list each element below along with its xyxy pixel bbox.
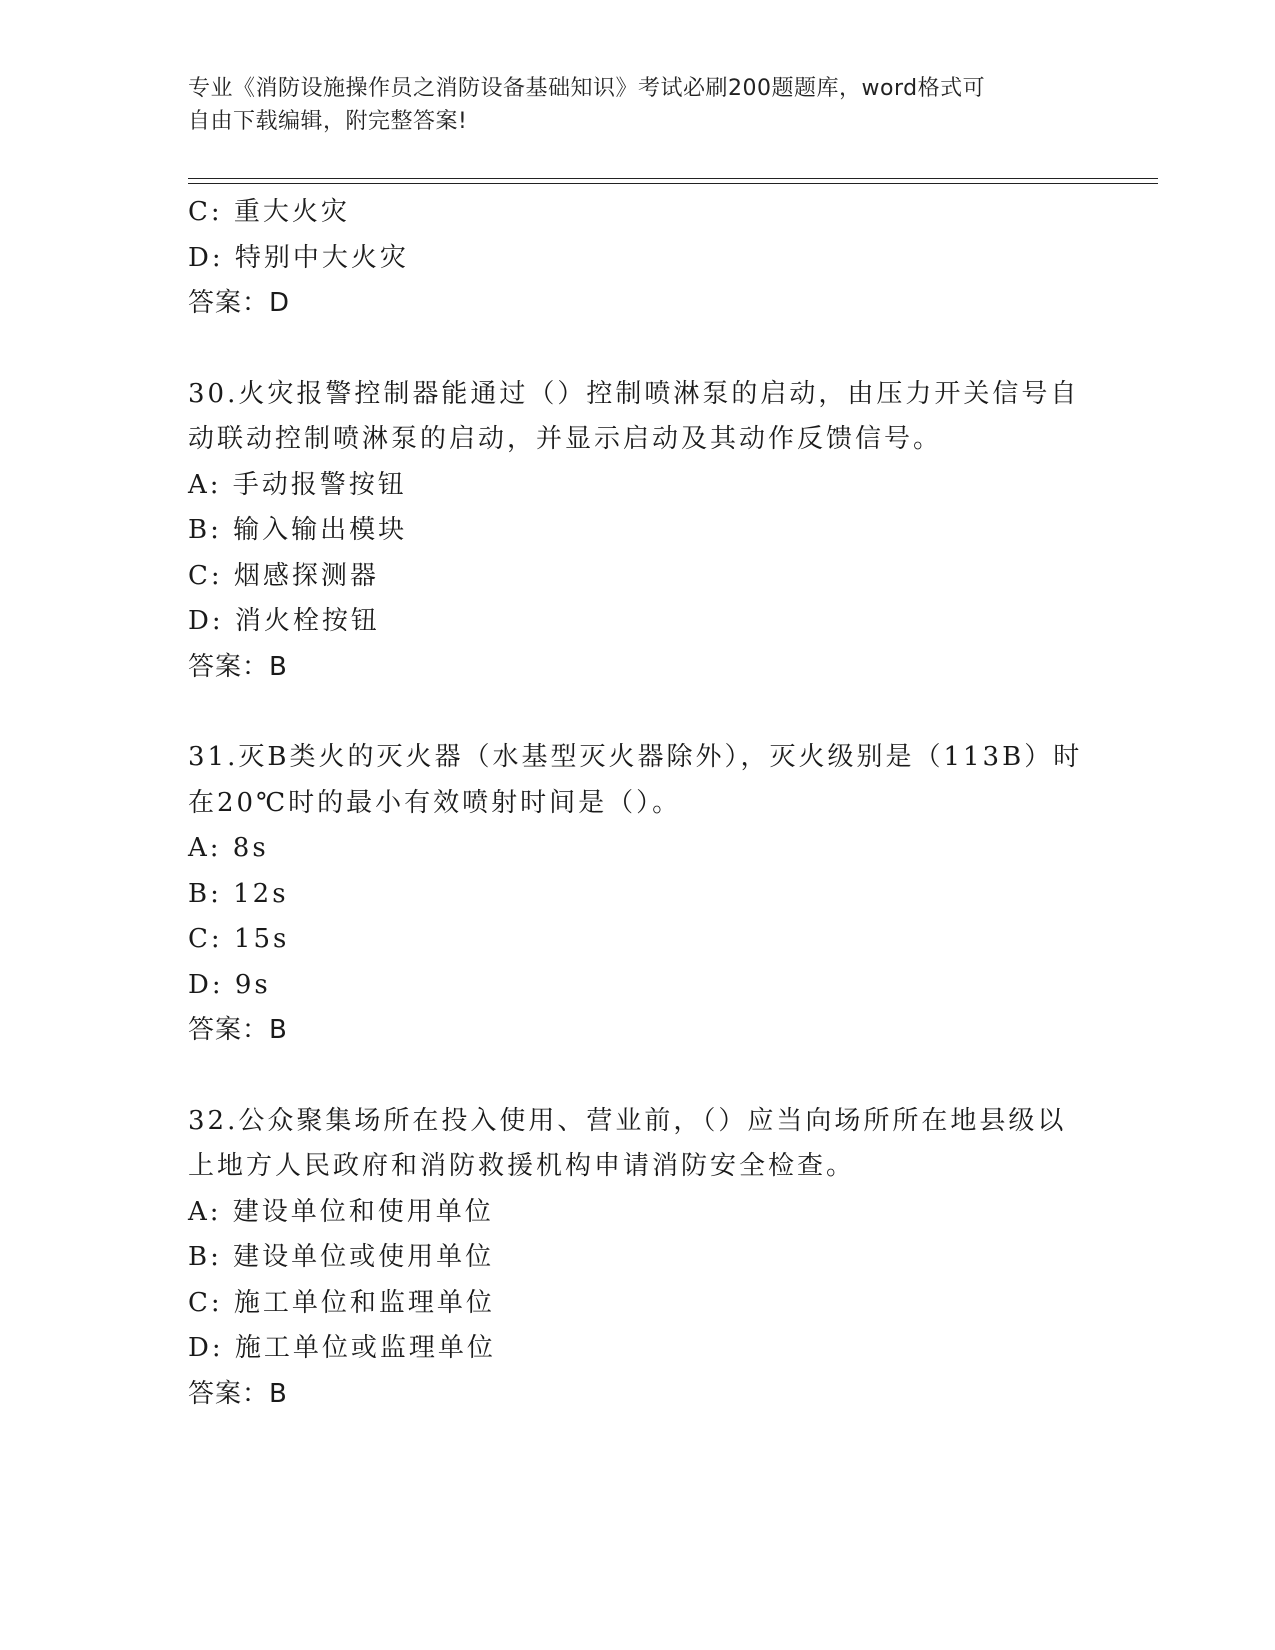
- header-divider-top: [188, 178, 1158, 179]
- header-line-1: 专业《消防设施操作员之消防设备基础知识》考试必刷200题题库，word格式可: [188, 76, 986, 101]
- option-c: C: 15s: [188, 924, 290, 954]
- option-d: D: 9s: [188, 969, 271, 1000]
- option-d: D: 特别中大火灾: [188, 242, 409, 273]
- option-b: B: 建设单位或使用单位: [188, 1242, 495, 1272]
- option-c: C: 重大火灾: [188, 197, 350, 227]
- option-d: D: 消火栓按钮: [188, 606, 380, 636]
- option-c: C: 施工单位和监理单位: [188, 1287, 495, 1318]
- header-line-2: 自由下载编辑，附完整答案!: [188, 109, 468, 134]
- answer-line: 答案：D: [188, 288, 291, 318]
- page-header: [188, 72, 1088, 138]
- option-d: D: 施工单位或监理单位: [188, 1333, 496, 1363]
- question-stem-line-2: 动联动控制喷淋泵的启动，并显示启动及其动作反馈信号。: [188, 424, 943, 454]
- answer-line: 答案：B: [188, 651, 288, 682]
- question-32: [188, 1099, 1088, 1418]
- answer-line: 答案：B: [188, 1378, 288, 1409]
- spacer: [188, 327, 1088, 372]
- question-list: [188, 190, 1088, 1417]
- question-stem-line-1: 30.火灾报警控制器能通过（）控制喷淋泵的启动，由压力开关信号自: [188, 378, 1080, 409]
- question-stem-line-1: 32.公众聚集场所在投入使用、营业前，（）应当向场所所在地县级以: [188, 1105, 1067, 1136]
- option-c: C: 烟感探测器: [188, 560, 379, 591]
- question-30: [188, 372, 1088, 691]
- spacer: [188, 1054, 1088, 1099]
- spacer: [188, 690, 1088, 735]
- answer-line: 答案：B: [188, 1015, 288, 1045]
- option-b: B: 12s: [188, 878, 289, 909]
- option-a: A: 8s: [188, 833, 269, 863]
- header-divider-bottom: [188, 183, 1158, 184]
- question-stem-line-2: 上地方人民政府和消防救援机构申请消防安全检查。: [188, 1151, 856, 1181]
- question-stem-line-1: 31.灭B类火的灭火器（水基型灭火器除外），灭火级别是（113B）时: [188, 742, 1083, 772]
- question-29-continued: [188, 190, 1088, 327]
- option-a: A: 手动报警按钮: [188, 469, 407, 500]
- question-stem-line-2: 在20℃时的最小有效喷射时间是（）。: [188, 787, 682, 818]
- option-a: A: 建设单位和使用单位: [188, 1196, 494, 1227]
- option-b: B: 输入输出模块: [188, 515, 408, 545]
- question-31: [188, 735, 1088, 1054]
